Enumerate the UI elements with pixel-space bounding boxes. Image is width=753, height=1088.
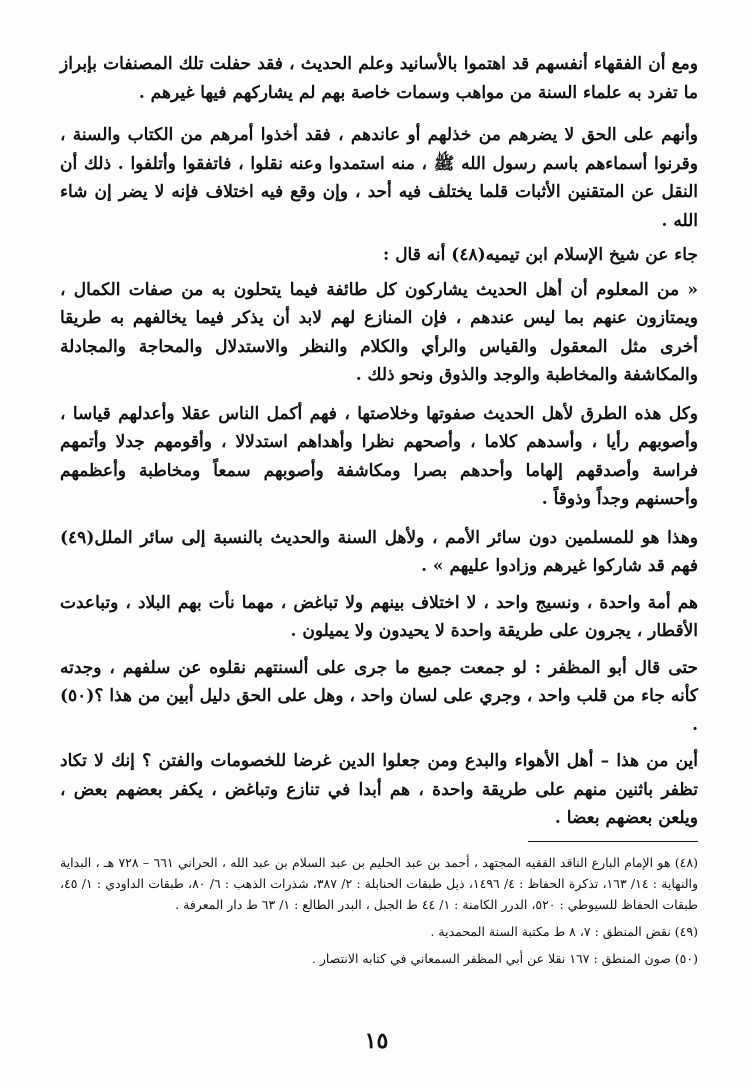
paragraph-1: ومع أن الفقهاء أنفسهم قد اهتموا بالأسانيد وعلم الحديث ، فقد حفلت تلك المصنفات بإبراز ما تفرد به علماء السنة من مواهب وسمات خاصة بهم لم يشاركهم فيها غيرهم . [60,54,698,103]
paragraph-9: أين من هذا – أهل الأهواء والبدع ومن جعلوا الدين غرضا للخصومات والفتن ؟ إنك لا تكاد تظفر باثنين منهم على طريقة واحدة ، هم أبدا في تنازع وتباغض ، يكفر بعضهم بعض ، ويلعن بعضهم بعضا . [60,751,698,828]
quote-paragraph-2: وكل هذه الطرق لأهل الحديث صفوتها وخلاصتها ، فهم أكمل الناس عقلا وأعدلهم قياسا ، وأصوبهم رأيا ، وأسدهم كلاما ، وأصحهم نظرا وأهداهم استدلالا ، وأقومهم جدلا وأتمهم فراسة وأصدقهم إلهاما وأحدهم بصرا ومكاشفة وأصوبهم سمعاً ومخاطبة وأعظمهم وأحسنهم وجداً وذوقاً . [60,403,698,509]
page-number: ١٥ [364,1028,389,1054]
quote-paragraph-3: وهذا هو للمسلمين دون سائر الأمم ، ولأهل السنة والحديث بالنسبة إلى سائر الملل(٤٩) فهم قد شاركوا غيرهم وزادوا عليهم » . [60,527,698,576]
paragraph-7: هم أمة واحدة ، ونسيج واحد ، لا اختلاف بينهم ولا تباغض ، مهما نأت بهم البلاد ، وتباعدت الأقطار ، يجرون على طريقة واحدة لا يحيدون ولا يميلون . [60,592,698,641]
footnote-divider [528,841,698,842]
paragraph-8: حتى قال أبو المظفر : لو جمعت جميع ما جرى على ألسنتهم نقلوه عن سلفهم ، وجدته كأنه جاء من قلب واحد ، وجري على لسان واحد ، وهل على الحق دليل أبين من هذا ؟(٥٠) . [60,657,698,735]
footnote-50: (٥٠) صون المنطق : ١٦٧ نقلا عن أبي المظفر السمعاني في كتابه الانتصار . [311,950,698,966]
footnote-49: (٤٩) نقض المنطق : ٧، ٨ ط مكتبة السنة المحمدية . [430,923,698,939]
paragraph-3: جاء عن شيخ الإسلام ابن تيميه(٤٨) أنه قال : [383,245,698,265]
quote-paragraph-1: « من المعلوم أن أهل الحديث يشاركون كل طائفة فيما يتحلون به من صفات الكمال ، ويمتازون عنهم بما ليس عندهم ، فإن المنازع لهم لابد أن يذكر فيما يخالفهم به طريقا أخرى مثل المعقول والقياس والرأي والكلام والنظر والاستدلال والمحاجة والمجادلة والمكاشفة والمخاطبة والوجد والذوق ونحو ذلك . [60,279,698,385]
paragraph-2: وأنهم على الحق لا يضرهم من خذلهم أو عاندهم ، فقد أخذوا أمرهم من الكتاب والسنة ، وقرنوا أسماءهم باسم رسول الله ﷺ ، منه استمدوا وعنه نقلوا ، فاتفقوا وأتلفوا . ذلك أن النقل عن المتقنين الأثبات قلما يختلف فيه أحد ، وإن وقع فيه اختلاف فإنه لا يضر إن شاء الله . [60,125,698,231]
footnote-48: (٤٨) هو الإمام البارع الناقد الفقيه المجتهد ، أحمد بن عبد الحليم بن عبد السلام بن عبد الله ، الحراني ٦٦١ – ٧٢٨ هـ ، البداية والنهاية : ١٤/ ١٦٣، تذكرة الحفاظ : ٤/ ١٤٩٦، ذيل طبقات الحنابلة : ٢/ ٣٨٧، شذرات الذهب : ٦/ ٨٠، طبقات الداودي : ١/ ٤٥، طبقات الحفاظ للسيوطي : ٥٢٠، الدرر الكامنة : ١/ ٤٤ ط الجبل ، البدر الطالع : ١/ ٦٣ ط دار المعرفة . [60,854,699,912]
